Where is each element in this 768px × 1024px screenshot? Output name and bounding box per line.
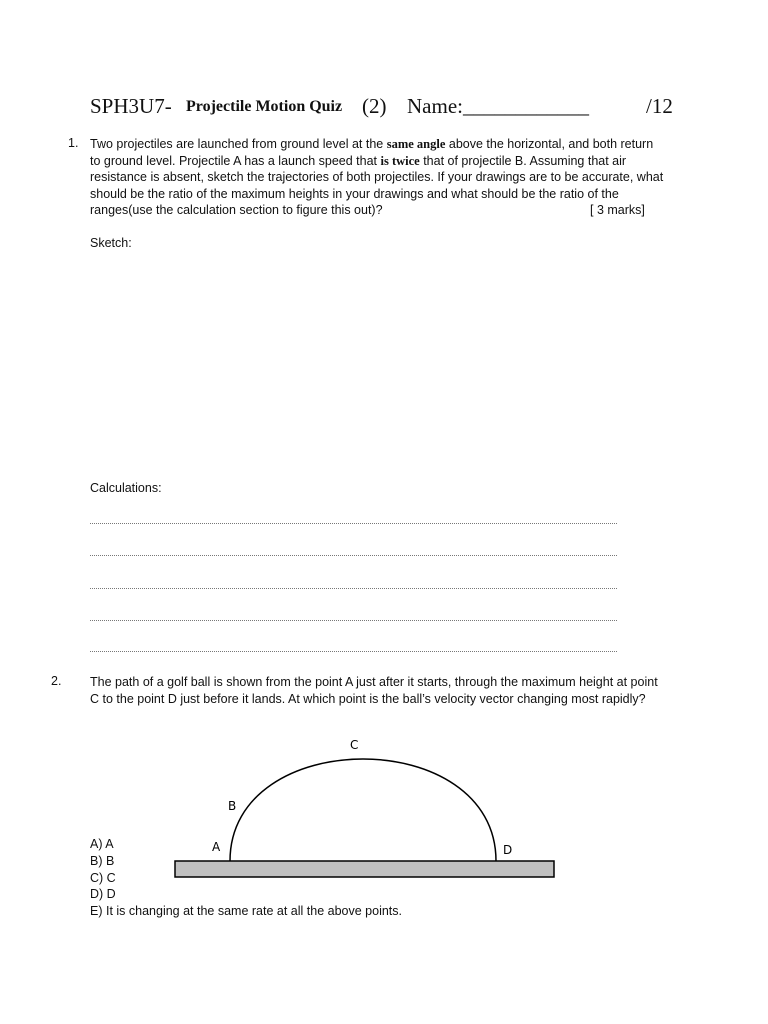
question-1-number: 1. [68,136,79,150]
golf-ball-trajectory-diagram [170,735,560,885]
sketch-label: Sketch: [90,236,132,250]
calculations-label: Calculations: [90,481,162,495]
quiz-title: Projectile Motion Quiz [186,98,343,115]
option-c: C) C [90,871,116,885]
answer-line [90,555,617,556]
option-d: D) D [90,887,116,901]
point-label-b: B [228,799,237,813]
option-e: E) It is changing at the same rate at all the above points. [90,904,402,918]
question-2-number: 2. [51,674,62,688]
name-field-label: Name:____________ [407,94,589,118]
quiz-number: (2) [362,94,387,118]
answer-line [90,620,617,621]
answer-line [90,651,617,652]
answer-line [90,588,617,589]
quiz-header [90,94,690,124]
point-label-a: A [212,840,221,854]
point-label-d: D [503,843,513,857]
question-2-text: The path of a golf ball is shown from the point A just after it starts, through the maximum height at point C to the point D just before it lands. At which point is the ball’s velocity vector changing most rapidly? [90,675,658,706]
option-a: A) A [90,837,114,851]
point-label-c: C [350,738,359,752]
course-code: SPH3U7- [90,94,172,118]
answer-line [90,523,617,524]
ground-bar [175,861,554,877]
option-b: B) B [90,854,115,868]
question-1-text: Two projectiles are launched from ground level at the same angle above the horizontal, and both return to ground level. Projectile A has a launch speed that is twice that of projectile B. Assuming that air resistance is absent, sketch the trajectories of both projectiles. If your drawings are to be accurate, what should be the ratio of the maximum heights in your drawings and what should be the ratio of the ranges(use the calculation section to figure this out)? [90,137,664,217]
score-total: /12 [646,94,673,118]
question-1-marks: [ 3 marks] [590,203,645,217]
trajectory-arc [230,759,496,861]
